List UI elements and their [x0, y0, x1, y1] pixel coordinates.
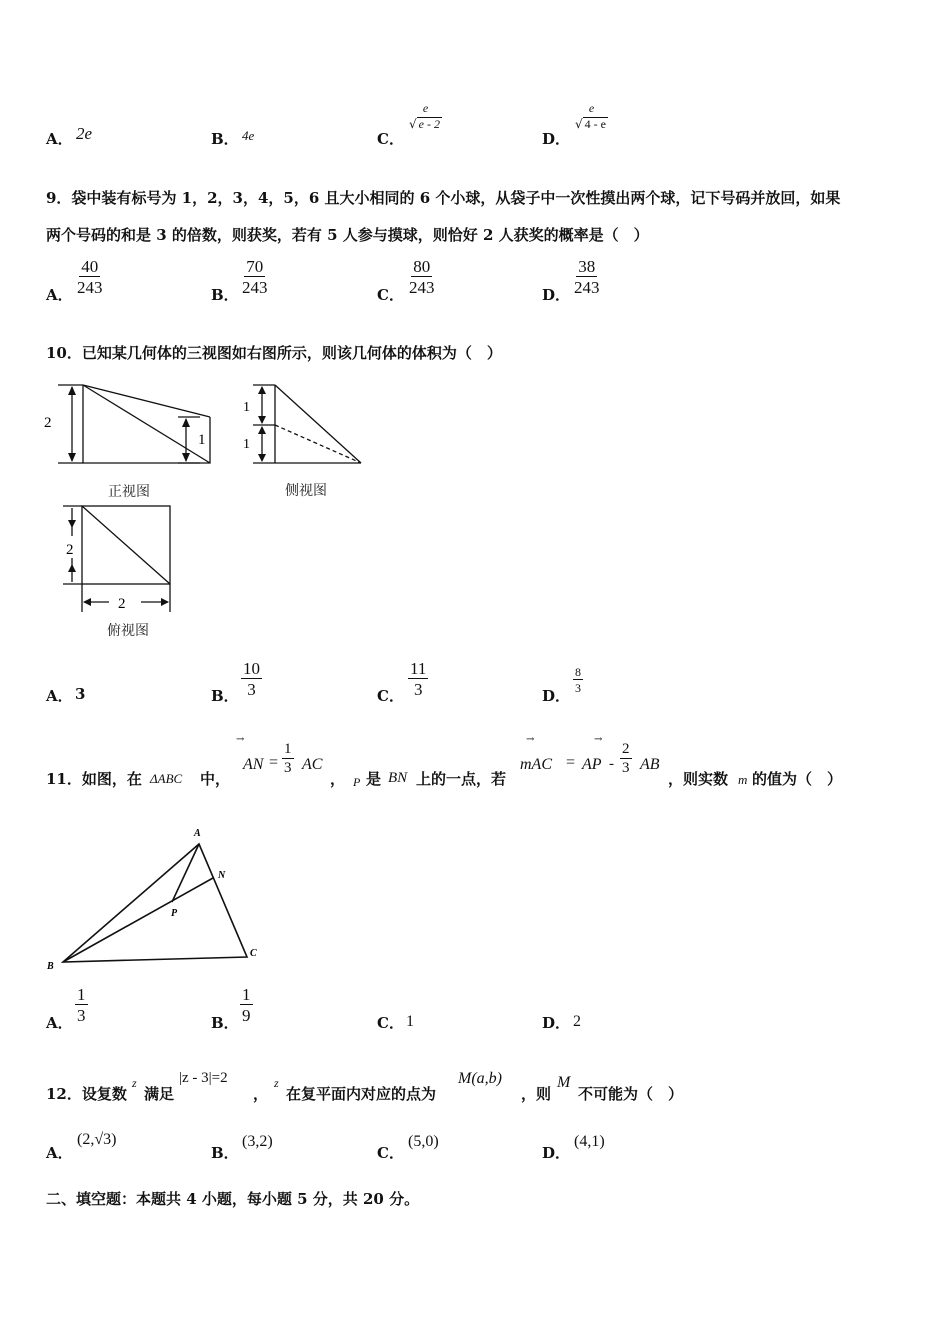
q10-stem: 10．已知某几何体的三视图如右图所示，则该几何体的体积为（ ） [46, 344, 502, 362]
q8-option-a-value: 2e [76, 124, 93, 143]
q8-option-d-label: D． [542, 130, 571, 148]
side-view-caption: 侧视图 [285, 483, 327, 499]
q8-option-a-label: A． [46, 130, 73, 148]
q12-option-c-value: (5,0) [408, 1133, 439, 1150]
q10-top-view [55, 498, 185, 618]
q10-option-b-fraction: $\frac{10}{3}$ [243, 659, 260, 699]
top-view-caption: 俯视图 [107, 623, 149, 639]
q8-option-c-label: C． [377, 130, 404, 148]
q11-option-d-label: D． [542, 1014, 571, 1032]
q11-option-d-value: 2 [573, 1013, 581, 1030]
q12-option-a-label: A． [46, 1144, 73, 1162]
q10-option-b-label: B． [211, 687, 239, 705]
front-dim-2: 2 [44, 415, 52, 431]
top-dim-h: 2 [66, 542, 74, 558]
q9-line1: 9．袋中装有标号为 1，2，3，4，5，6 且大小相同的 6 个小球，从袋子中一次性摸出两个球，记下号码并放回，如果 [46, 189, 841, 207]
q8-option-b-value: 4e [242, 128, 255, 143]
q9-option-d-fraction: $\frac{38}{243}$ [574, 257, 600, 297]
q12-option-c-label: C． [377, 1144, 404, 1162]
q9-option-c-label: C． [377, 286, 404, 304]
front-view-caption: 正视图 [108, 484, 150, 500]
q12-option-a-value: (2,√3) [77, 1131, 117, 1148]
q9-option-b-label: B． [211, 286, 239, 304]
q10-option-a-label: A． [46, 687, 73, 705]
label-c: C [250, 948, 257, 959]
q11-option-a-fraction: $\frac{1}{3}$ [77, 985, 86, 1025]
q11-option-c-label: C． [377, 1014, 404, 1032]
q8-option-c-fraction: e √ e - 2 [409, 101, 440, 131]
q9-option-d-label: D． [542, 286, 571, 304]
q9-option-c-fraction: $\frac{80}{243}$ [409, 257, 435, 297]
q10-option-d-fraction: $\frac{8}{3}$ [575, 665, 581, 695]
q10-option-a-value: 3 [75, 685, 86, 703]
q12-option-d-value: (4,1) [574, 1133, 605, 1150]
q8-option-d-fraction: e √ 4 - e [575, 101, 606, 131]
q12-option-b-value: (3,2) [242, 1133, 273, 1150]
q8-option-b-label: B． [211, 130, 239, 148]
q10-option-d-label: D． [542, 687, 571, 705]
q9-option-a-label: A． [46, 286, 73, 304]
label-p: P [171, 908, 178, 919]
q12-option-b-label: B． [211, 1144, 239, 1162]
q10-side-view [235, 375, 375, 475]
q9-option-b-fraction: $\frac{70}{243}$ [242, 257, 268, 297]
q11-option-b-label: B． [211, 1014, 239, 1032]
q11-option-c-value: 1 [406, 1013, 414, 1030]
label-b: B [47, 961, 54, 972]
side-dim-top: 1 [243, 400, 250, 415]
q12-option-d-label: D． [542, 1144, 571, 1162]
side-dim-bottom: 1 [243, 437, 250, 452]
q11-option-b-fraction: $\frac{1}{9}$ [242, 985, 251, 1025]
section-2-heading: 二、填空题：本题共 4 小题，每小题 5 分，共 20 分。 [46, 1190, 420, 1208]
top-dim-w: 2 [118, 596, 126, 612]
q11-triangle-figure [40, 822, 270, 977]
label-a: A [194, 828, 201, 839]
q10-option-c-label: C． [377, 687, 404, 705]
q9-option-a-fraction: $\frac{40}{243}$ [77, 257, 103, 297]
q11-option-a-label: A． [46, 1014, 73, 1032]
q10-option-c-fraction: $\frac{11}{3}$ [410, 659, 427, 699]
label-n: N [218, 870, 226, 881]
q9-line2: 两个号码的和是 3 的倍数，则获奖，若有 5 人参与摸球，则恰好 2 人获奖的概率是（ ） [46, 226, 649, 244]
front-dim-1: 1 [198, 432, 206, 448]
